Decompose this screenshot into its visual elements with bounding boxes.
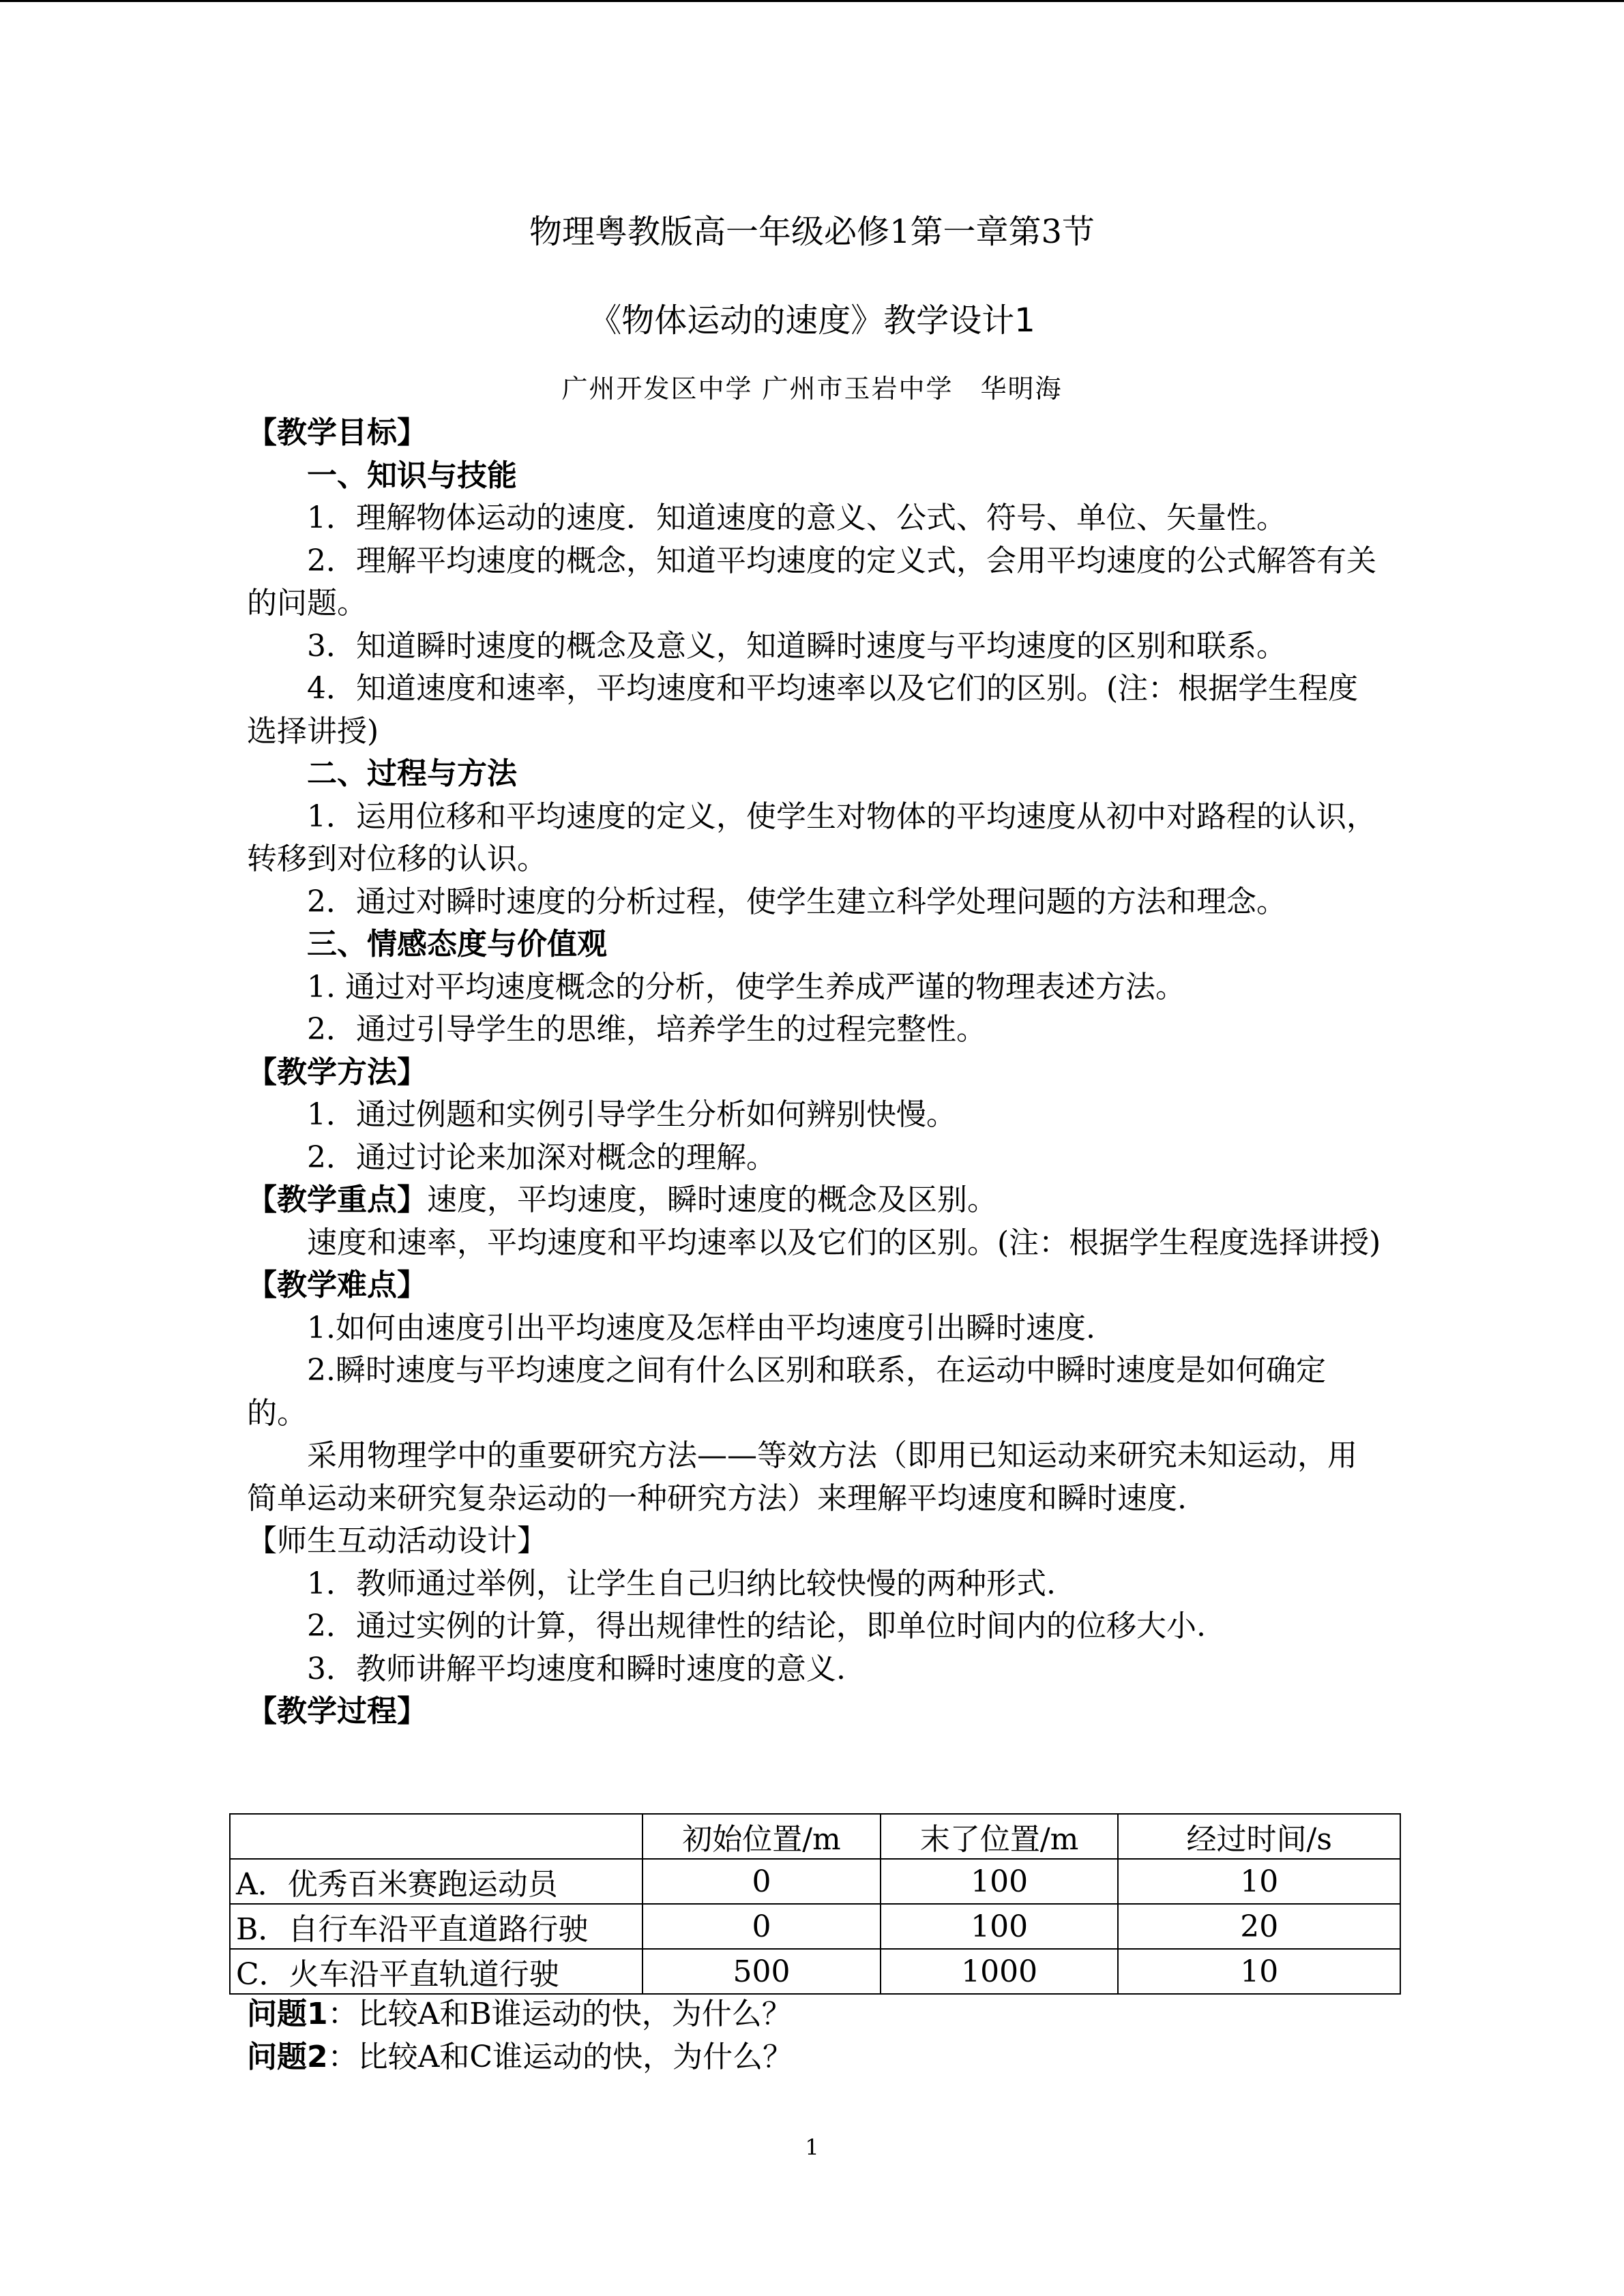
- top-border-line: [0, 0, 1624, 2]
- table-header-cell: 初始位置/m: [643, 1814, 881, 1859]
- section-heading-difficulties: 【教学难点】: [247, 1268, 427, 1302]
- question-text: ：比较A和B谁运动的快，为什么？: [327, 1997, 792, 2031]
- section-heading-process: 【教学过程】: [247, 1694, 427, 1729]
- section-heading-goals: 【教学目标】: [247, 415, 427, 450]
- table-row: [230, 1859, 1400, 1904]
- question-1: [247, 1993, 1383, 2036]
- author-line: 广州开发区中学 广州市玉岩中学 华明海: [561, 374, 1063, 404]
- subheading-emotion: 三、情感态度与价值观: [307, 927, 607, 961]
- table-row: [230, 1904, 1400, 1949]
- table-header-cell: 末了位置/m: [881, 1814, 1119, 1859]
- paragraph: 3．知道瞬时速度的概念及意义，知道瞬时速度与平均速度的区别和联系。: [307, 628, 1286, 664]
- table-cell: 1000: [881, 1949, 1119, 1994]
- paragraph: 速度和速率，平均速度和平均速率以及它们的区别。(注：根据学生程度选择讲授): [307, 1225, 1381, 1260]
- table-cell: 0: [643, 1904, 881, 1949]
- document-subtitle: 《物体运动的速度》教学设计1: [589, 301, 1035, 340]
- document-body: [247, 412, 1383, 1733]
- question-2: [247, 2036, 1383, 2079]
- motion-data-table: [229, 1813, 1401, 1995]
- paragraph: 4．知道速度和速率，平均速度和平均速率以及它们的区别。(注：根据学生程度选择讲授): [247, 671, 1359, 749]
- section-heading-interaction: 【师生互动活动设计】: [247, 1523, 547, 1558]
- key-points-line: [247, 1179, 1383, 1222]
- paragraph: 3．教师讲解平均速度和瞬时速度的意义.: [307, 1651, 846, 1686]
- question-label: 问题1: [247, 1997, 328, 2031]
- page-number: 1: [805, 2134, 819, 2160]
- table-cell: B．自行车沿平直道路行驶: [230, 1904, 643, 1949]
- paragraph: 1．教师通过举例，让学生自己归纳比较快慢的两种形式.: [307, 1566, 1056, 1601]
- table-cell: 500: [643, 1949, 881, 1994]
- paragraph: 2．通过对瞬时速度的分析过程，使学生建立科学处理问题的方法和理念。: [307, 884, 1286, 919]
- table-cell: 20: [1118, 1904, 1400, 1949]
- paragraph: 2．理解平均速度的概念，知道平均速度的定义式，会用平均速度的公式解答有关的问题。: [247, 543, 1376, 621]
- paragraph: 2．通过实例的计算，得出规律性的结论，即单位时间内的位移大小.: [307, 1609, 1206, 1643]
- paragraph: 1．运用位移和平均速度的定义，使学生对物体的平均速度从初中对路程的认识，转移到对位移的认识。: [247, 799, 1376, 876]
- table-cell: 10: [1118, 1859, 1400, 1904]
- table-cell: 0: [643, 1859, 881, 1904]
- paragraph: 1．通过例题和实例引导学生分析如何辨别快慢。: [307, 1097, 956, 1132]
- paragraph: 采用物理学中的重要研究方法——等效方法（即用已知运动来研究未知运动，用简单运动来研究复杂运动的一种研究方法）来理解平均速度和瞬时速度.: [247, 1438, 1357, 1516]
- document-title: 物理粤教版高一年级必修1第一章第3节: [529, 213, 1095, 251]
- table-row: [230, 1949, 1400, 1994]
- question-text: ：比较A和C谁运动的快，为什么？: [327, 2039, 793, 2074]
- section-heading-key-points: 【教学重点】: [247, 1182, 427, 1217]
- paragraph: 1.如何由速度引出平均速度及怎样由平均速度引出瞬时速度.: [307, 1310, 1095, 1345]
- table-header-cell: 经过时间/s: [1118, 1814, 1400, 1859]
- table-header-row: [230, 1814, 1400, 1859]
- table-header-cell: [230, 1814, 643, 1859]
- paragraph: 2.瞬时速度与平均速度之间有什么区别和联系，在运动中瞬时速度是如何确定的。: [247, 1353, 1326, 1431]
- question-label: 问题2: [247, 2039, 328, 2074]
- table-cell: C．火车沿平直轨道行驶: [230, 1949, 643, 1994]
- table-cell: 10: [1118, 1949, 1400, 1994]
- section-heading-methods: 【教学方法】: [247, 1054, 427, 1090]
- paragraph: 2．通过引导学生的思维，培养学生的过程完整性。: [307, 1012, 986, 1047]
- paragraph: 1．理解物体运动的速度．知道速度的意义、公式、符号、单位、矢量性。: [307, 501, 1286, 535]
- subheading-knowledge: 一、知识与技能: [307, 458, 517, 493]
- paragraph: 2．通过讨论来加深对概念的理解。: [307, 1139, 776, 1175]
- table-cell: 100: [881, 1904, 1119, 1949]
- table-cell: A．优秀百米赛跑运动员: [230, 1859, 643, 1904]
- questions-block: [247, 1993, 1383, 2078]
- table-cell: 100: [881, 1859, 1119, 1904]
- subheading-process: 二、过程与方法: [307, 756, 517, 791]
- paragraph: 1. 通过对平均速度概念的分析，使学生养成严谨的物理表述方法。: [307, 969, 1185, 1004]
- key-points-text: 速度，平均速度，瞬时速度的概念及区别。: [427, 1182, 997, 1217]
